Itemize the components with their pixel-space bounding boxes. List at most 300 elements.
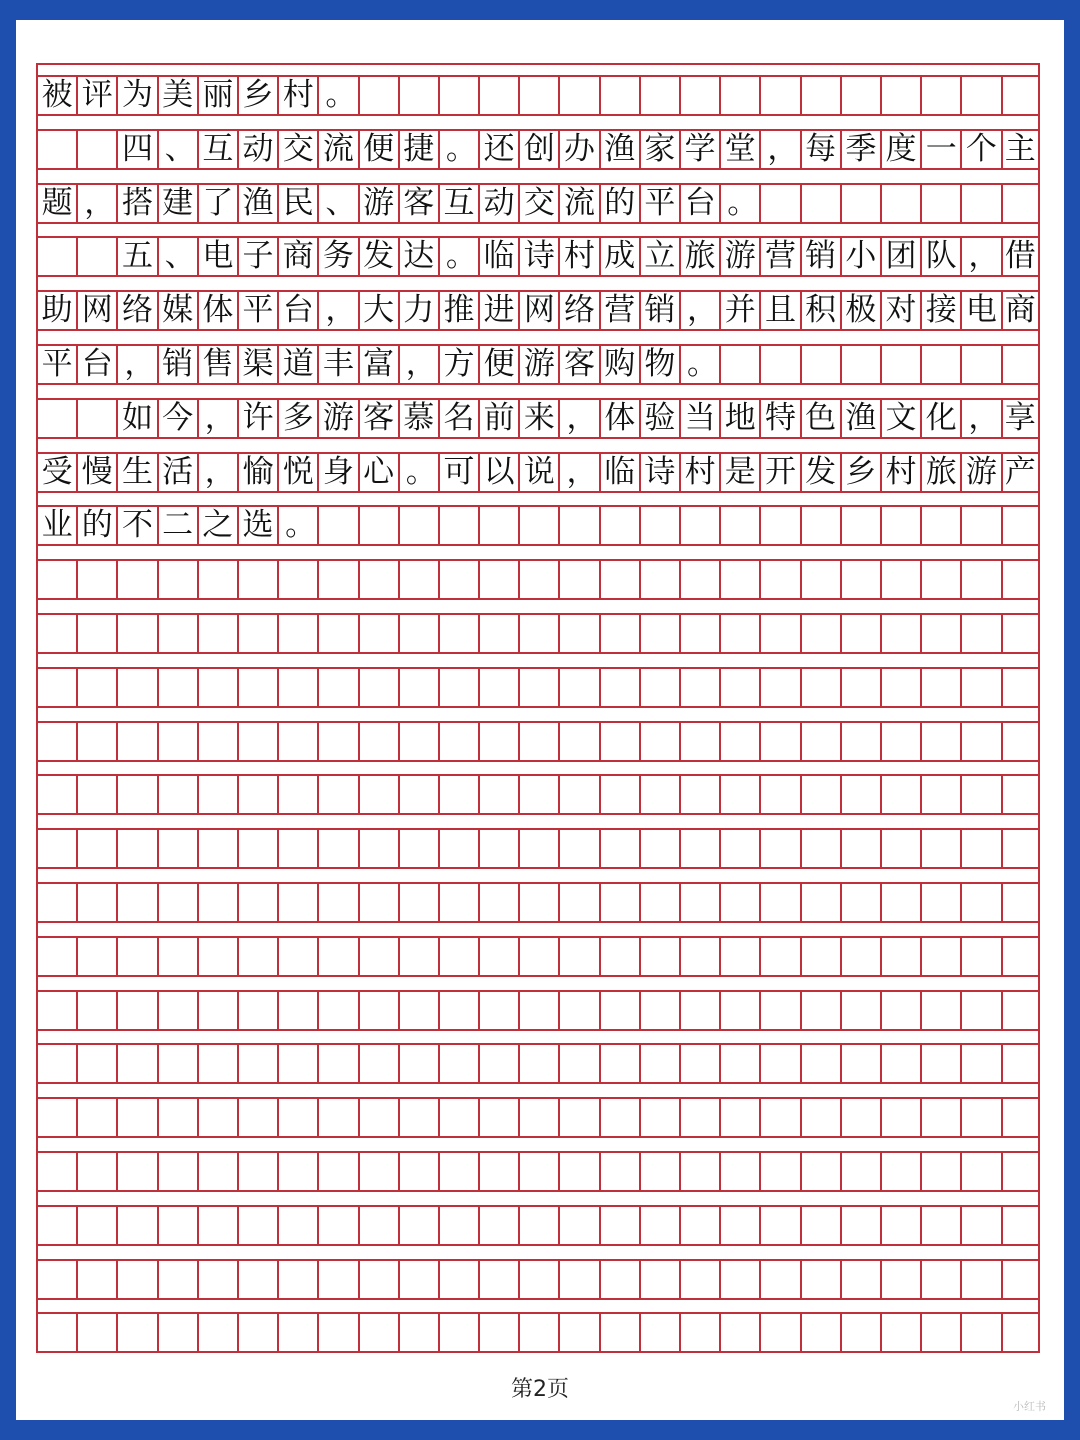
grid-cell: 地 [721,400,761,437]
grid-cell [842,776,882,813]
grid-cell [962,776,1002,813]
grid-cell [681,77,721,114]
grid-cell [922,185,962,222]
grid-cell: 游 [360,185,400,222]
grid-cell [560,938,600,975]
composition-grid [36,63,1040,1353]
grid-cell [520,1261,560,1298]
grid-cell [802,938,842,975]
grid-cell [38,1261,78,1298]
grid-cell: 小 [842,238,882,275]
grid-cell [922,884,962,921]
grid-cell: 选 [239,507,279,544]
grid-cell [118,615,158,652]
grid-cell: 客 [360,400,400,437]
grid-cell: 便 [480,346,520,383]
grid-cell [239,1314,279,1351]
grid-cell [962,723,1002,760]
grid-cell: 以 [480,454,520,491]
grid-cell [78,1099,118,1136]
grid-cell: 二 [159,507,199,544]
grid-cell [882,1153,922,1190]
grid-cell: 台 [681,185,721,222]
grid-cell [480,1207,520,1244]
grid-cell [38,723,78,760]
grid-cell: 平 [239,292,279,329]
grid-cell [721,1153,761,1190]
grid-cell [560,830,600,867]
grid-cell: 了 [199,185,239,222]
grid-cell [601,77,641,114]
grid-cell: 创 [520,131,560,168]
grid-cell [159,1314,199,1351]
grid-cell [400,884,440,921]
grid-cell [922,776,962,813]
grid-cell [279,1099,319,1136]
grid-cell [360,1153,400,1190]
grid-cell [118,669,158,706]
grid-row [38,1043,1038,1084]
grid-cell [199,884,239,921]
grid-cell [560,1207,600,1244]
grid-cell [962,1207,1002,1244]
grid-cell [681,1261,721,1298]
grid-cell [199,1099,239,1136]
grid-cell [520,830,560,867]
grid-cell [842,507,882,544]
grid-cell [681,669,721,706]
grid-cell [1003,1314,1039,1351]
grid-cell [721,1099,761,1136]
grid-cell [641,1261,681,1298]
grid-cell [601,1099,641,1136]
grid-cell: 主 [1004,130,1036,167]
grid-cell [1003,346,1039,383]
grid-cell [400,507,440,544]
grid-cell [38,938,78,975]
grid-cell: 成 [601,238,641,275]
grid-cell [239,615,279,652]
grid-cell: 交 [520,185,560,222]
grid-cell [560,992,600,1029]
grid-cell: 游 [721,238,761,275]
grid-cell [962,1314,1002,1351]
grid-cell [440,615,480,652]
grid-cell [641,507,681,544]
grid-cell [922,938,962,975]
grid-cell [761,1045,801,1082]
grid-cell [882,669,922,706]
grid-cell [159,938,199,975]
grid-cell: 度 [882,131,922,168]
grid-cell [38,1099,78,1136]
grid-cell [360,1261,400,1298]
grid-cell: 可 [440,454,480,491]
grid-cell [1003,507,1039,544]
grid-cell [641,884,681,921]
grid-cell [802,669,842,706]
grid-cell [199,1314,239,1351]
grid-cell [360,1045,400,1082]
grid-cell [560,723,600,760]
grid-cell [319,938,359,975]
grid-cell: 子 [239,238,279,275]
grid-cell: 达 [400,238,440,275]
grid-cell: 名 [440,400,480,437]
grid-cell: 积 [802,292,842,329]
grid-cell [520,723,560,760]
grid-cell [239,1207,279,1244]
grid-cell [279,1045,319,1082]
grid-cell [882,561,922,598]
grid-cell [480,938,520,975]
grid-cell: 之 [199,507,239,544]
grid-row [38,452,1038,493]
grid-cell [440,77,480,114]
grid-cell [1003,938,1039,975]
grid-cell [480,1099,520,1136]
grid-cell [360,723,400,760]
grid-cell: 电 [962,292,1002,329]
grid-cell [360,615,400,652]
grid-cell: 五 [118,238,158,275]
grid-cell [199,776,239,813]
grid-cell [319,830,359,867]
grid-cell: 立 [641,238,681,275]
grid-cell: 丽 [199,77,239,114]
grid-cell [922,1207,962,1244]
grid-cell [1003,723,1039,760]
grid-cell: 许 [239,400,279,437]
grid-cell: 营 [601,292,641,329]
grid-cell [802,615,842,652]
grid-cell: 。 [319,77,359,114]
grid-cell [440,830,480,867]
grid-cell: 电 [199,238,239,275]
grid-cell [440,1045,480,1082]
grid-cell: 台 [279,292,319,329]
grid-cell [882,1099,922,1136]
grid-cell [601,884,641,921]
grid-cell: ， [560,454,600,491]
grid-cell [159,615,199,652]
grid-cell: 。 [440,238,480,275]
grid-cell [761,669,801,706]
grid-row [38,236,1038,277]
grid-cell [721,561,761,598]
grid-cell [681,1045,721,1082]
grid-cell [1003,77,1039,114]
grid-cell: 生 [118,454,158,491]
grid-cell [159,669,199,706]
grid-cell [520,1153,560,1190]
grid-cell [440,992,480,1029]
grid-cell [199,615,239,652]
grid-cell: 享 [1004,399,1036,436]
grid-cell [239,884,279,921]
grid-cell: 台 [78,346,118,383]
grid-cell: 发 [802,454,842,491]
grid-cell [279,1153,319,1190]
grid-cell: 体 [199,292,239,329]
grid-cell [440,1314,480,1351]
grid-cell [38,776,78,813]
grid-cell [38,561,78,598]
grid-cell [882,884,922,921]
grid-cell [38,830,78,867]
grid-cell: ， [199,454,239,491]
grid-cell [118,992,158,1029]
grid-cell [279,615,319,652]
grid-cell [319,1261,359,1298]
grid-cell [480,992,520,1029]
grid-row [38,721,1038,762]
grid-cell [560,776,600,813]
grid-cell [38,615,78,652]
grid-cell [802,1314,842,1351]
grid-cell [440,669,480,706]
grid-row [38,290,1038,331]
grid-cell: 学 [681,131,721,168]
grid-cell: 村 [560,238,600,275]
grid-row [38,936,1038,977]
grid-cell [118,1207,158,1244]
grid-cell [721,346,761,383]
grid-cell [319,1153,359,1190]
grid-cell [721,77,761,114]
grid-cell [400,1261,440,1298]
grid-cell [560,669,600,706]
grid-cell [118,723,158,760]
grid-cell [601,1153,641,1190]
grid-cell: 旅 [681,238,721,275]
grid-cell [882,507,922,544]
grid-cell [560,561,600,598]
grid-cell [922,1153,962,1190]
grid-cell: 开 [761,454,801,491]
grid-cell [78,1153,118,1190]
grid-cell [279,884,319,921]
grid-cell [802,346,842,383]
grid-cell: 助 [38,292,78,329]
grid-cell [962,830,1002,867]
grid-cell [641,830,681,867]
grid-cell [681,615,721,652]
grid-cell [279,723,319,760]
grid-cell: 。 [721,185,761,222]
grid-cell [38,884,78,921]
grid-cell [802,776,842,813]
grid-cell [922,1261,962,1298]
grid-cell: 、 [159,238,199,275]
grid-cell [922,346,962,383]
grid-cell [78,131,118,168]
grid-cell [440,776,480,813]
grid-cell [721,776,761,813]
grid-cell [118,830,158,867]
grid-cell [721,1261,761,1298]
grid-cell [360,938,400,975]
grid-cell [560,507,600,544]
grid-cell: 的 [601,185,641,222]
grid-cell [560,77,600,114]
grid-cell [842,723,882,760]
grid-cell [1003,1153,1039,1190]
grid-cell [319,723,359,760]
grid-cell [279,992,319,1029]
grid-cell [78,1314,118,1351]
grid-cell [78,615,118,652]
grid-cell [802,1045,842,1082]
grid-cell [118,1261,158,1298]
grid-cell [360,830,400,867]
grid-cell [1003,1099,1039,1136]
grid-cell: 销 [159,346,199,383]
grid-cell: 一 [922,131,962,168]
grid-cell [38,1207,78,1244]
grid-cell [520,507,560,544]
grid-row [38,1259,1038,1300]
grid-cell: 化 [922,400,962,437]
grid-cell [842,346,882,383]
grid-cell [721,1207,761,1244]
grid-cell [38,131,78,168]
grid-cell: 的 [78,507,118,544]
grid-cell: 诗 [641,454,681,491]
grid-cell [641,938,681,975]
grid-cell [641,1099,681,1136]
grid-cell [360,507,400,544]
grid-cell [962,1099,1002,1136]
grid-cell: ， [400,346,440,383]
grid-cell [199,938,239,975]
grid-cell: 慢 [78,454,118,491]
grid-cell: 。 [440,131,480,168]
grid-cell [761,346,801,383]
grid-cell [239,1153,279,1190]
grid-cell: 村 [882,454,922,491]
grid-cell [922,830,962,867]
watermark: 小红书 [1013,1400,1046,1413]
grid-cell [38,1314,78,1351]
grid-cell [761,1099,801,1136]
page-number: 第2页 [511,1377,569,1402]
grid-cell [360,77,400,114]
grid-cell [440,1099,480,1136]
grid-cell: 活 [159,454,199,491]
grid-cell [802,723,842,760]
grid-cell: ， [962,238,1002,275]
grid-cell [1003,1261,1039,1298]
grid-cell [681,507,721,544]
grid-cell: 平 [38,346,78,383]
grid-cell [922,1045,962,1082]
grid-cell [159,776,199,813]
grid-cell: 来 [520,400,560,437]
grid-cell [118,1153,158,1190]
grid-cell: 客 [560,346,600,383]
grid-cell [279,938,319,975]
grid-cell [360,776,400,813]
grid-cell [78,992,118,1029]
grid-cell [681,1099,721,1136]
grid-cell: 团 [882,238,922,275]
grid-cell [802,507,842,544]
grid-cell [641,723,681,760]
grid-cell [761,561,801,598]
grid-cell: 并 [721,292,761,329]
grid-cell [842,992,882,1029]
grid-cell: 游 [962,454,1002,491]
grid-cell [319,1099,359,1136]
grid-cell: 流 [560,185,600,222]
grid-cell [882,346,922,383]
grid-cell: 办 [560,131,600,168]
grid-row [38,75,1038,116]
grid-cell: 心 [360,454,400,491]
grid-cell: 便 [360,131,400,168]
grid-cell [520,669,560,706]
grid-cell [601,723,641,760]
grid-cell [159,1261,199,1298]
grid-cell: 诗 [520,238,560,275]
grid-cell [520,1099,560,1136]
grid-cell [601,1314,641,1351]
grid-cell: 渔 [239,185,279,222]
grid-cell [761,723,801,760]
grid-cell: 络 [560,292,600,329]
grid-cell: 搭 [118,185,158,222]
grid-cell [842,1045,882,1082]
grid-cell [279,1314,319,1351]
grid-cell [239,776,279,813]
grid-cell: 乡 [842,454,882,491]
grid-cell: 被 [38,77,78,114]
grid-row [38,183,1038,224]
grid-cell: 是 [721,454,761,491]
grid-cell: 渔 [601,131,641,168]
grid-cell: 临 [480,238,520,275]
grid-cell [641,776,681,813]
grid-cell [480,1045,520,1082]
grid-cell [761,185,801,222]
grid-cell [118,776,158,813]
grid-cell: 极 [842,292,882,329]
grid-cell [601,938,641,975]
grid-cell [641,77,681,114]
grid-cell: 、 [159,131,199,168]
grid-cell [842,830,882,867]
grid-cell [400,830,440,867]
grid-cell [319,992,359,1029]
grid-cell: 愉 [239,454,279,491]
grid-cell [842,185,882,222]
grid-cell [681,561,721,598]
grid-cell [721,507,761,544]
grid-cell [842,938,882,975]
grid-cell [681,830,721,867]
grid-cell [199,1207,239,1244]
grid-cell: 文 [882,400,922,437]
grid-cell [560,1153,600,1190]
grid-row [38,613,1038,654]
grid-cell: ， [681,292,721,329]
grid-cell [440,884,480,921]
grid-cell: 销 [641,292,681,329]
grid-cell [761,992,801,1029]
grid-cell [641,669,681,706]
grid-cell [962,561,1002,598]
